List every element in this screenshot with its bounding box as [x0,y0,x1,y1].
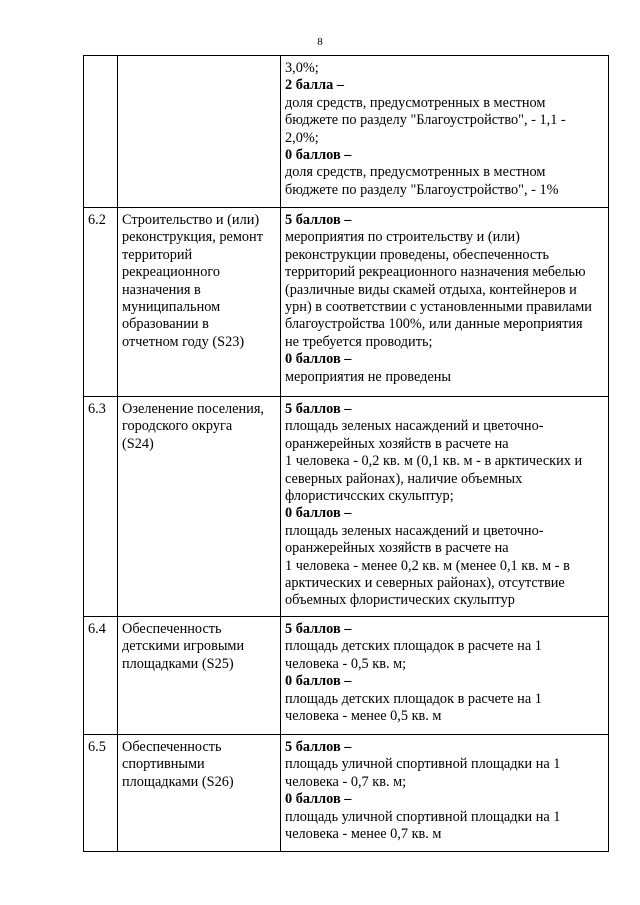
criterion-scoring [281,734,609,851]
criterion-name-line: Обеспеченность [122,738,222,755]
score-text: реконструкции проведены, обеспеченность [285,246,550,263]
criterion-name-line: спортивными [122,756,205,773]
row-number: 6.4 [84,616,118,734]
score-text: площадь зеленых насаждений и цветочно- [285,522,544,539]
score-text: оранжерейных хозяйств в расчете на [285,435,509,452]
table-row [84,56,609,208]
criterion-name-line: Озеленение поселения, [122,401,264,417]
score-text: благоустройства 100%, или данные мероприятия [285,316,583,333]
score-text: объемных флористических скульптур [285,592,515,609]
score-text: оранжерейных хозяйств в расчете на [285,540,509,557]
score-text: человека - менее 0,7 кв. м [285,825,442,842]
score-heading: 5 баллов – [285,620,352,637]
criterion-name-line: детскими игровыми [122,638,245,655]
criterion-name-line: (S24) [122,435,154,452]
score-text: человека - 0,7 кв. м; [285,773,407,790]
criterion-name [118,616,281,734]
criterion-name-line: Обеспеченность [122,620,222,637]
score-heading: 0 баллов – [285,791,352,808]
score-text: площадь уличной спортивной площадки на 1 [285,756,561,773]
score-text: доля средств, предусмотренных в местном [285,94,546,111]
score-text: человека - менее 0,5 кв. м [285,707,442,724]
row-number [84,56,118,208]
score-text: мероприятия не проведены [285,368,451,385]
criterion-scoring [281,208,609,397]
criterion-name-line: отчетном году (S23) [122,333,245,350]
score-heading: 2 балла – [285,77,345,94]
score-text: площадь уличной спортивной площадки на 1 [285,808,561,825]
score-heading: 5 баллов – [285,401,352,417]
row-number: 6.3 [84,397,118,617]
score-text: бюджете по разделу "Благоустройство", - 1,1 - [285,112,566,129]
score-text: (различные виды скамей отдыха, контейнеров и [285,281,577,298]
score-text: 2,0%; [285,129,319,146]
score-heading: 0 баллов – [285,147,352,164]
criterion-name [118,734,281,851]
score-text: площадь детских площадок в расчете на 1 [285,638,542,655]
score-text: 1 человека - 0,2 кв. м (0,1 кв. м - в арктических и [285,453,583,470]
criterion-scoring [281,616,609,734]
row-number: 6.5 [84,734,118,851]
criterion-name [118,56,281,208]
score-text: арктических и северных районах), отсутствие [285,575,565,592]
score-text: 3,0%; [285,60,319,76]
table-row [84,397,609,617]
score-text: северных районах), наличие объемных [285,470,523,487]
score-text: 1 человека - менее 0,2 кв. м (менее 0,1 кв. м - в [285,557,570,574]
criterion-name [118,397,281,617]
criterion-name [118,208,281,397]
criterion-name-line: городского округа [122,418,233,435]
criterion-name-line: рекреационного [122,264,221,281]
criterion-name-line: территорий [122,246,193,263]
score-text: флористичсских скульптур; [285,488,454,505]
page-number: 8 [317,36,323,48]
criterion-name-line: площадками (S25) [122,655,234,672]
criterion-scoring [281,56,609,208]
table-row [84,616,609,734]
score-text: человека - 0,5 кв. м; [285,655,407,672]
criteria-table [83,55,609,852]
score-text: мероприятия по строительству и (или) [285,229,520,246]
row-number: 6.2 [84,208,118,397]
score-heading: 0 баллов – [285,505,352,522]
table-row [84,734,609,851]
score-heading: 5 баллов – [285,212,352,228]
score-text: урн) в соответствии с установленными правилами [285,299,592,316]
score-text: площадь зеленых насаждений и цветочно- [285,418,544,435]
score-heading: 0 баллов – [285,673,352,690]
criterion-name-line: образовании в [122,316,209,333]
criterion-name-line: площадками (S26) [122,773,234,790]
criterion-name-line: муниципальном [122,299,221,316]
criterion-name-line: Строительство и (или) [122,212,260,228]
score-text: доля средств, предусмотренных в местном [285,164,546,181]
criterion-name-line: назначения в [122,281,201,298]
score-text: бюджете по разделу "Благоустройство", - 1% [285,181,559,198]
table-row [84,208,609,397]
score-heading: 5 баллов – [285,738,352,755]
score-text: площадь детских площадок в расчете на 1 [285,690,542,707]
score-text: не требуется проводить; [285,333,433,350]
score-heading: 0 баллов – [285,351,352,368]
score-text: территорий рекреационного назначения мебелью [285,264,586,281]
criterion-scoring [281,397,609,617]
criterion-name-line: реконструкция, ремонт [122,229,263,246]
